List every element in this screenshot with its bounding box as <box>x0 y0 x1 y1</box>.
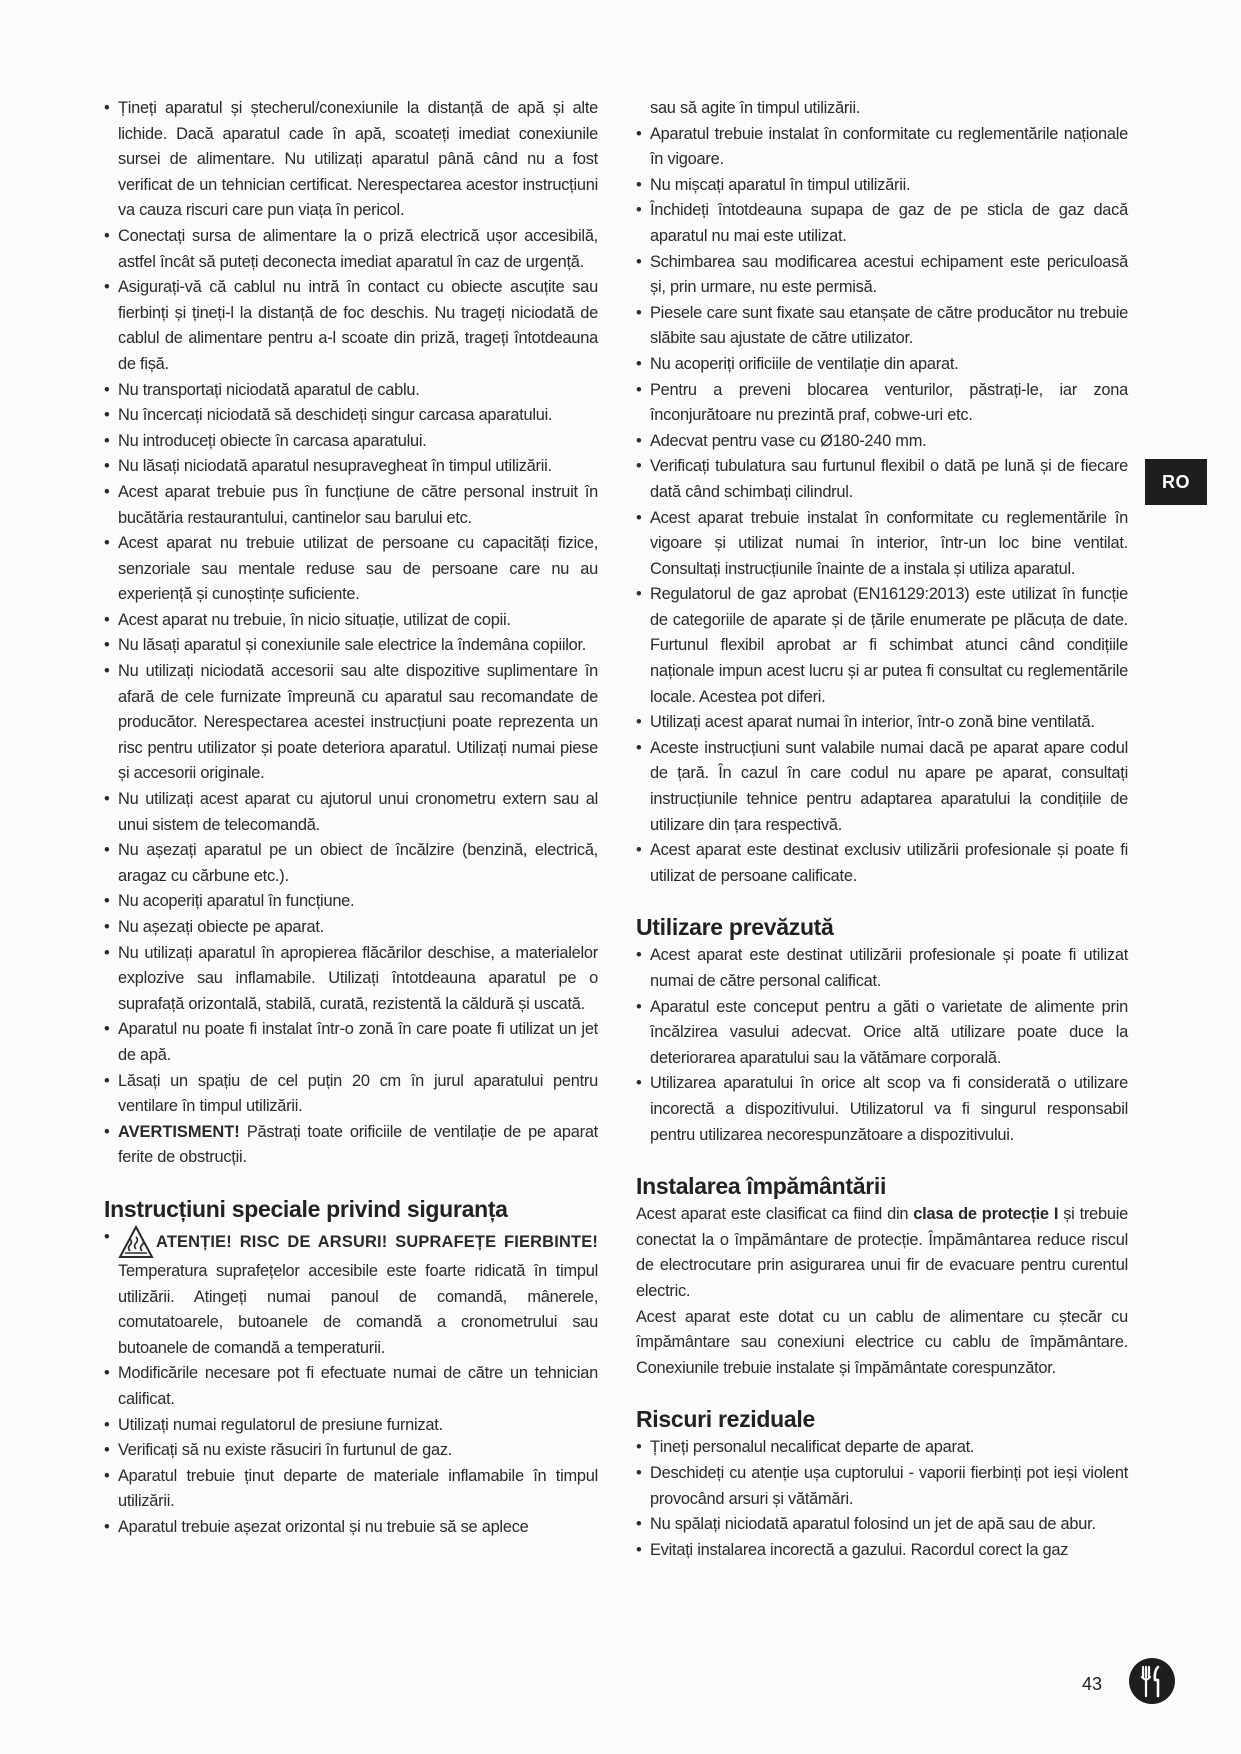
list-item: • Acest aparat nu trebuie, în nicio situație, utilizat de copii. <box>104 608 598 634</box>
list-item: • Închideți întotdeauna supapa de gaz de pe sticla de gaz dacă aparatul nu mai este utilizat. <box>636 198 1128 249</box>
earthing-paragraph-1 <box>636 1202 1128 1304</box>
section-title-earthing: Instalarea împământării <box>636 1173 887 1200</box>
protection-class-label: clasa de protecție I <box>913 1205 1059 1224</box>
list-item: • Nu așezați aparatul pe un obiect de încălzire (benzină, electrică, aragaz cu cărbune etc.). <box>104 838 598 889</box>
list-item: • Utilizarea aparatului în orice alt scop va fi considerată o utilizare incorectă a dispozitivului. Utilizatorul va fi singurul responsabil pentru utilizarea necorespunzătoare a dispozitivului. <box>636 1071 1128 1148</box>
section-title-special-safety: Instrucțiuni speciale privind siguranța <box>104 1195 508 1222</box>
earthing-text-1a: Acest aparat este clasificat ca fiind din <box>636 1205 914 1224</box>
list-item: • Lăsați un spațiu de cel puțin 20 cm în jurul aparatului pentru ventilare în timpul utilizării. <box>104 1069 598 1120</box>
list-item: • Piesele care sunt fixate sau etanșate de către producător nu trebuie slăbite sau ajustate de către utilizator. <box>636 301 1128 352</box>
list-item: • Regulatorul de gaz aprobat (EN16129:2013) este utilizat în funcție de categoriile de aparate și de țările enumerate pe plăcuța de date. Furtunul flexibil aprobat ar fi schimbat atunci când condițiile naționale impun acest lucru și ar putea fi consultat cu reglementările locale. Acestea pot diferi. <box>636 582 1128 710</box>
list-item: • Acest aparat trebuie pus în funcțiune de către personal instruit în bucătăria restaurantului, cantinelor sau barului etc. <box>104 480 598 531</box>
hot-surface-warning <box>104 1225 598 1361</box>
language-tab: RO <box>1145 459 1207 505</box>
hot-surface-warning-text: Temperatura suprafețelor accesibile este foarte ridicată în timpul utilizării. Atingeți numai panoul de comandă, mânerele, comutatoarele, butoanele de comandă a cronometrului sau butoanele de comandă a temperaturii. <box>118 1261 598 1357</box>
list-item: • Nu spălați niciodată aparatul folosind un jet de apă sau de abur. <box>636 1512 1128 1538</box>
cutlery-logo-icon <box>1128 1657 1176 1705</box>
list-item: • Nu utilizați acest aparat cu ajutorul unui cronometru extern sau al unui sistem de telecomandă. <box>104 787 598 838</box>
list-item: • Deschideți cu atenție ușa cuptorului - vaporii fierbinți pot ieși violent provocând arsuri și vătămări. <box>636 1461 1128 1512</box>
right-column <box>636 96 1128 1563</box>
list-item: • Țineți personalul necalificat departe de aparat. <box>636 1435 1128 1461</box>
list-item: • Utilizați acest aparat numai în interior, într-o zonă bine ventilată. <box>636 710 1128 736</box>
list-item: • Verificați tubulatura sau furtunul flexibil o dată pe lună și de fiecare dată când schimbați cilindrul. <box>636 454 1128 505</box>
list-item: • Nu așezați obiecte pe aparat. <box>104 915 598 941</box>
list-item: • Conectați sursa de alimentare la o priză electrică ușor accesibilă, astfel încât să puteți deconecta imediat aparatul în caz de urgență. <box>104 224 598 275</box>
section-title-intended-use: Utilizare prevăzută <box>636 914 834 941</box>
intended-use-list <box>636 943 1128 1148</box>
page-number: 43 <box>1082 1674 1103 1694</box>
list-item: • Aparatul trebuie instalat în conformitate cu reglementările naționale în vigoare. <box>636 122 1128 173</box>
earthing-text-1b: și trebuie conectat la o împământare de protecție. Împământarea reduce riscul de electrocutare prin asigurarea unui fir de evacuare pentru curentul electric. <box>636 1205 1128 1300</box>
list-item: • Acest aparat trebuie instalat în conformitate cu reglementările în vigoare și utilizat numai în interior, într-un loc bine ventilat. Consultați instrucțiunile înainte de a instala și utiliza aparatul. <box>636 506 1128 583</box>
list-item: • Verificați să nu existe răsuciri în furtunul de gaz. <box>104 1438 598 1464</box>
list-item: • Nu utilizați niciodată accesorii sau alte dispozitive suplimentare în afară de cele furnizate împreună cu aparatul sau recomandate de producător. Nerespectarea acestei instrucțiuni poate reprezenta un risc pentru utilizator și poate deteriora aparatul. Utilizați numai piese și accesorii originale. <box>104 659 598 787</box>
list-item: • Aparatul trebuie așezat orizontal și nu trebuie să se aplece <box>104 1515 598 1541</box>
earthing-paragraph-2: Acest aparat este dotat cu un cablu de alimentare cu ștecăr cu împământare sau conexiuni electrice cu cablu de împământare. Conexiunile trebuie instalate și împământate corespunzător. <box>636 1307 1128 1377</box>
list-item: • Acest aparat este destinat exclusiv utilizării profesionale și poate fi utilizat de persoane calificate. <box>636 838 1128 889</box>
list-item: • Nu mișcați aparatul în timpul utilizării. <box>636 173 1128 199</box>
list-item: • Nu lăsați niciodată aparatul nesupravegheat în timpul utilizării. <box>104 454 598 480</box>
safety-list-3 <box>636 122 1128 890</box>
safety-list-1 <box>104 96 598 1171</box>
list-item: • Aparatul este conceput pentru a găti o varietate de alimente prin încălzirea vasului adecvat. Orice altă utilizare poate duce la deteriorarea aparatului sau la vătămare corporală. <box>636 995 1128 1072</box>
section-title-residual-risks: Riscuri reziduale <box>636 1406 815 1433</box>
safety-list-2 <box>104 1361 598 1540</box>
warning-item <box>104 1120 598 1171</box>
list-item: • Aceste instrucțiuni sunt valabile numai dacă pe aparat apare codul de țară. În cazul în care codul nu apare pe aparat, consultați instrucțiunile tehnice pentru adaptarea aparatului la condițiile de utilizare din țara respectivă. <box>636 736 1128 838</box>
list-item: • Aparatul trebuie ținut departe de materiale inflamabile în timpul utilizării. <box>104 1464 598 1515</box>
list-item: • Utilizați numai regulatorul de presiune furnizat. <box>104 1413 598 1439</box>
list-item: • Nu transportați niciodată aparatul de cablu. <box>104 378 598 404</box>
list-item: • Nu introduceți obiecte în carcasa aparatului. <box>104 429 598 455</box>
list-item: • Asigurați-vă că cablul nu intră în contact cu obiecte ascuțite sau fierbinți și țineți-l la distanță de foc deschis. Nu trageți niciodată de cablul de alimentare pentru a-l scoate din priză, trageți întotdeauna de fișă. <box>104 275 598 377</box>
list-item: • Nu încercați niciodată să deschideți singur carcasa aparatului. <box>104 403 598 429</box>
list-item: • Acest aparat nu trebuie utilizat de persoane cu capacități fizice, senzoriale sau mentale reduse sau de persoane care nu au experiență și cunoștințe suficiente. <box>104 531 598 608</box>
residual-risks-list <box>636 1435 1128 1563</box>
list-item: • Modificările necesare pot fi efectuate numai de către un tehnician calificat. <box>104 1361 598 1412</box>
continuation-text: sau să agite în timpul utilizării. <box>650 99 861 117</box>
list-item: • Nu utilizați aparatul în apropierea flăcărilor deschise, a materialelor explozive sau inflamabile. Utilizați întotdeauna aparatul pe o suprafață orizontală, stabilă, curată, rezistentă la căldură și uscată. <box>104 941 598 1018</box>
left-column <box>104 96 598 1540</box>
list-item: • Pentru a preveni blocarea venturilor, păstrați-le, iar zona înconjurătoare nu prezintă praf, cobwe-uri etc. <box>636 378 1128 429</box>
list-item: • Acest aparat este destinat utilizării profesionale și poate fi utilizat numai de către personal calificat. <box>636 943 1128 994</box>
warning-label: AVERTISMENT! <box>118 1122 240 1141</box>
hot-surface-warning-icon <box>118 1225 154 1259</box>
list-item: • Aparatul nu poate fi instalat într-o zonă în care poate fi utilizat un jet de apă. <box>104 1017 598 1068</box>
list-item: • Țineți aparatul și ștecherul/conexiunile la distanță de apă și alte lichide. Dacă aparatul cade în apă, scoateți imediat conexiunile sursei de alimentare. Nu utilizați aparatul până când nu a fost verificat de un tehnician certificat. Nerespectarea acestor instrucțiuni va cauza riscuri care pun viața în pericol. <box>104 96 598 224</box>
warning-text: Păstrați toate orificiile de ventilație de pe aparat ferite de obstrucții. <box>118 1122 598 1167</box>
list-item: • Nu acoperiți orificiile de ventilație din aparat. <box>636 352 1128 378</box>
list-item: • Nu lăsați aparatul și conexiunile sale electrice la îndemâna copiilor. <box>104 633 598 659</box>
list-item: • Evitați instalarea incorectă a gazului. Racordul corect la gaz <box>636 1538 1128 1564</box>
list-item: • Adecvat pentru vase cu Ø180-240 mm. <box>636 429 1128 455</box>
hot-surface-warning-title: ATENȚIE! RISC DE ARSURI! SUPRAFEȚE FIERBINTE! <box>156 1232 598 1251</box>
list-item: • Nu acoperiți aparatul în funcțiune. <box>104 889 598 915</box>
list-item: • Schimbarea sau modificarea acestui echipament este periculoasă și, prin urmare, nu este permisă. <box>636 250 1128 301</box>
